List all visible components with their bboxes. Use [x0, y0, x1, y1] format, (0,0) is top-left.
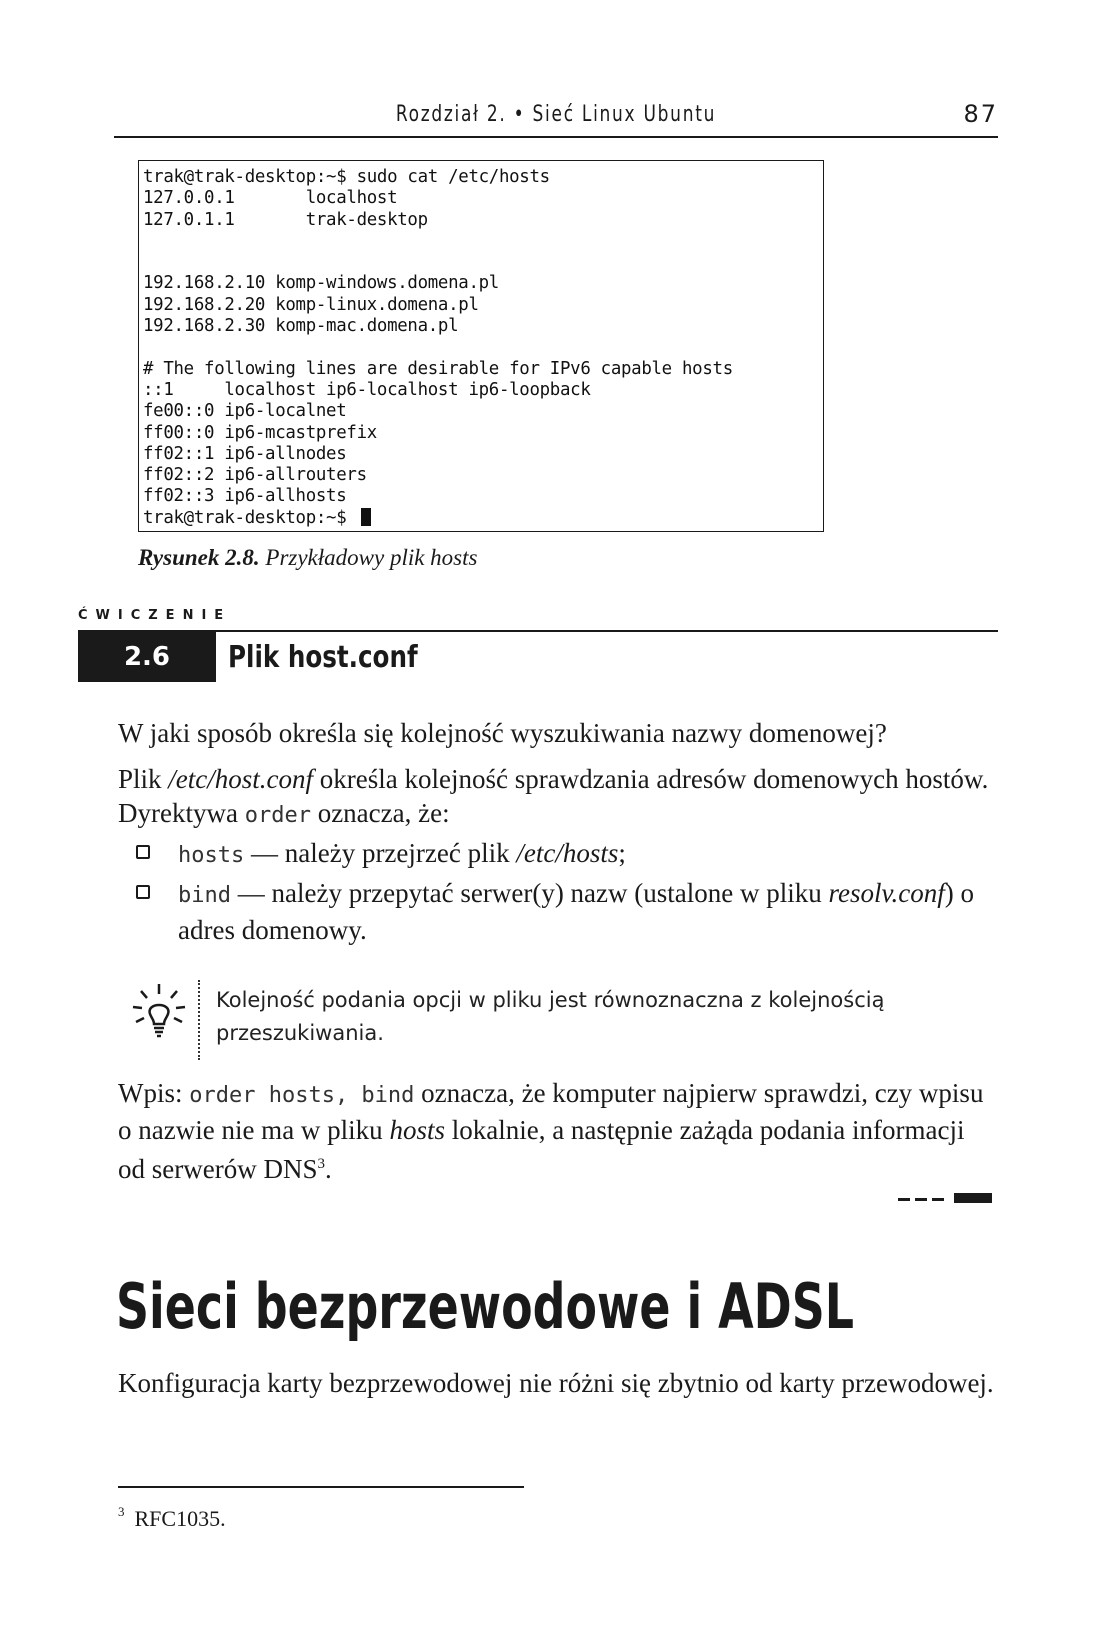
text-run: oznacza, że: — [310, 798, 450, 828]
figure-caption — [138, 545, 477, 571]
footnote-text: RFC1035. — [134, 1506, 226, 1531]
terminal-line: ff02::2 ip6-allrouters — [143, 465, 367, 486]
footnote-number: 3 — [118, 1504, 125, 1519]
terminal-line — [143, 337, 823, 358]
text-run: . — [324, 1154, 332, 1184]
end-mark-dash — [898, 1198, 910, 1201]
text-run: Wpis: — [118, 1078, 190, 1108]
list-item-text — [178, 876, 998, 947]
text-run: — należy przejrzeć plik — [244, 838, 517, 868]
section-heading: Sieci bezprzewodowe i ADSL — [116, 1270, 855, 1343]
code-hosts: hosts — [178, 843, 245, 868]
section-paragraph: Konfiguracja karty bezprzewodowej nie różni się zbytnio od karty przewodowej. — [118, 1368, 994, 1398]
exercise-title: Plik host.conf — [228, 640, 418, 675]
text-run: oznacza, że komputer najpierw sprawdzi, czy wpisu o nazwie nie ma w pliku — [118, 1078, 984, 1145]
order-paragraph — [118, 1076, 998, 1186]
footnote-rule — [118, 1486, 524, 1488]
text-run: określa kolejność sprawdzania adresów domenowych hostów. Dyrektywa — [118, 764, 989, 828]
terminal-line — [143, 252, 823, 273]
terminal-line: 192.168.2.20 komp-linux.domena.pl — [143, 294, 479, 315]
terminal-line: trak@trak-desktop:~$ sudo cat /etc/hosts — [143, 167, 550, 187]
text-run: Plik — [118, 764, 169, 794]
terminal-line: 127.0.1.1 trak-desktop — [143, 209, 428, 230]
terminal-screenshot — [138, 160, 824, 532]
text-run: ) o adres domenowy. — [178, 878, 974, 945]
code-order-hosts-bind: order hosts, bind — [189, 1083, 415, 1108]
exercise-rule — [78, 630, 998, 632]
terminal-line: ::1 localhost ip6-localhost ip6-loopback — [143, 379, 591, 400]
checkbox-bullet-icon — [136, 845, 150, 859]
file-path: /etc/hosts — [516, 838, 619, 868]
text-run: ; — [618, 838, 626, 868]
text-run: — należy przepytać serwer(y) nazw (ustalone w pliku — [230, 878, 829, 908]
end-mark-block — [954, 1193, 992, 1203]
terminal-line: ff02::3 ip6-allhosts — [143, 486, 347, 507]
terminal-line: # The following lines are desirable for IPv6 capable hosts — [143, 358, 733, 379]
host-conf-paragraph — [118, 762, 998, 833]
checkbox-bullet-icon — [136, 885, 150, 899]
terminal-line: fe00::0 ip6-localnet — [143, 401, 347, 422]
list-item-text — [178, 836, 998, 873]
question-paragraph: W jaki sposób określa się kolejność wyszukiwania nazwy domenowej? — [118, 718, 887, 748]
terminal-prompt: trak@trak-desktop:~$ — [143, 507, 357, 528]
file-path: /etc/host.conf — [168, 764, 313, 794]
tip-text: Kolejność podania opcji w pliku jest równoznaczna z kolejnością przeszukiwania. — [216, 988, 885, 1045]
code-bind: bind — [178, 883, 231, 908]
figure-label: Rysunek 2.8. — [138, 545, 260, 570]
terminal-line: 192.168.2.30 komp-mac.domena.pl — [143, 316, 459, 337]
tip-divider — [198, 980, 200, 1060]
end-mark-dash — [915, 1198, 927, 1201]
code-order: order — [244, 803, 311, 828]
chapter-title: Rozdział 2. • Sieć Linux Ubuntu — [395, 102, 717, 127]
exercise-end-mark — [898, 1193, 992, 1203]
terminal-cursor — [361, 508, 371, 526]
page-number: 87 — [963, 100, 998, 128]
lightbulb-icon — [128, 980, 190, 1042]
file-path: resolv.conf — [828, 878, 945, 908]
footnote-ref: 3 — [317, 1156, 325, 1172]
terminal-prompt-line — [143, 508, 823, 529]
exercise-number: 2.6 — [78, 632, 216, 682]
terminal-line: 192.168.2.10 komp-windows.domena.pl — [143, 273, 499, 294]
end-mark-dash — [932, 1198, 944, 1201]
figure-caption-text: Przykładowy plik hosts — [259, 545, 478, 570]
file-name: hosts — [389, 1115, 445, 1145]
footnote — [118, 1504, 226, 1532]
running-header — [114, 96, 998, 138]
terminal-line: ff02::1 ip6-allnodes — [143, 443, 347, 464]
text-run: lokalnie, a następnie zażąda podania informacji od serwerów DNS — [118, 1115, 965, 1184]
exercise-label: ĆWICZENIE — [78, 608, 232, 623]
terminal-line: 127.0.0.1 localhost — [143, 188, 398, 209]
terminal-line: ff00::0 ip6-mcastprefix — [143, 422, 377, 443]
terminal-line — [143, 231, 823, 252]
